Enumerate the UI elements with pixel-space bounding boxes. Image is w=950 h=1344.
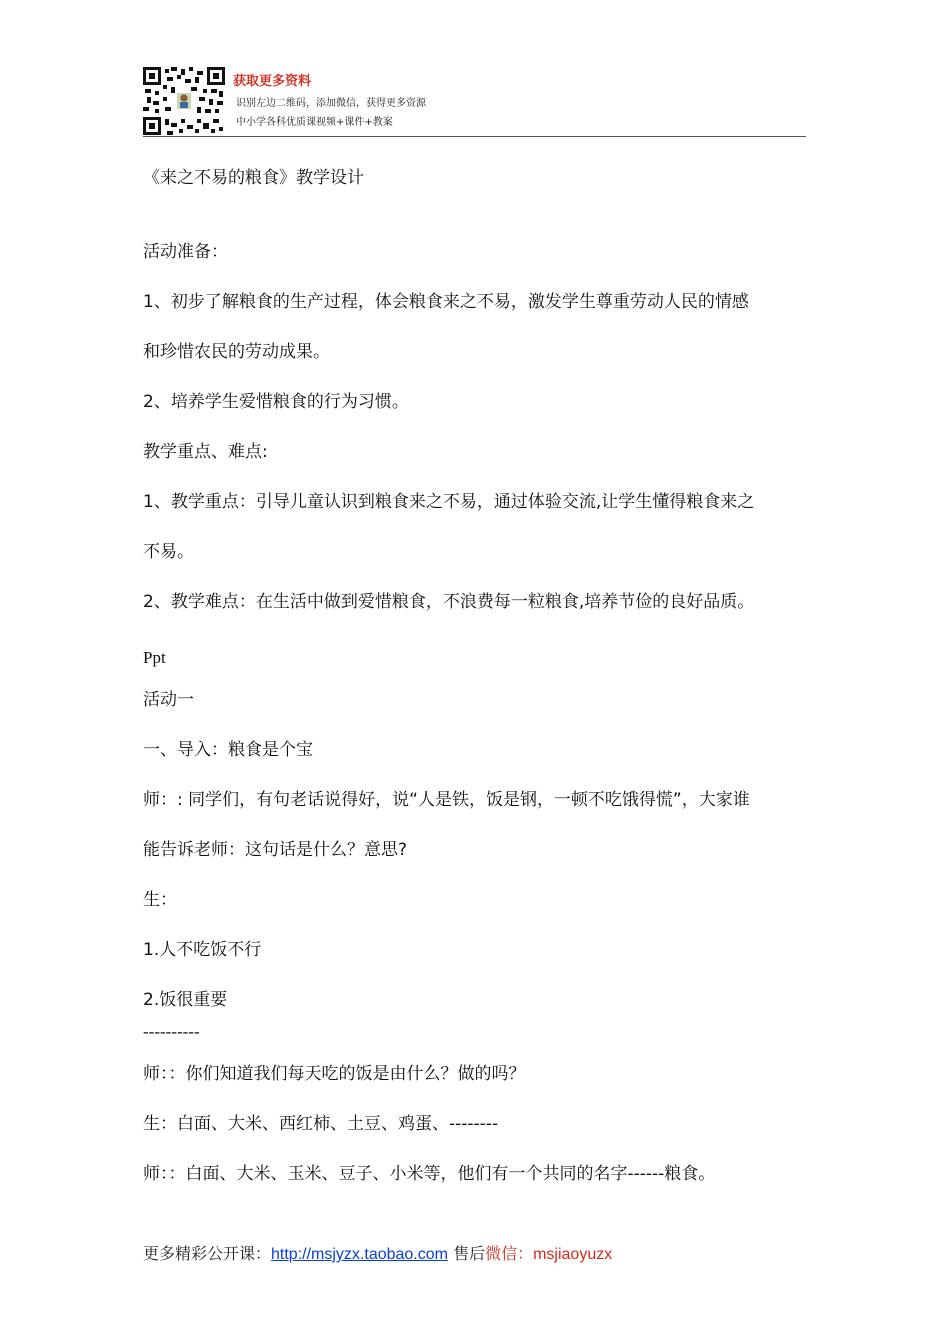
- paragraph: 1、初步了解粮食的生产过程，体会粮食来之不易，激发学生尊重劳动人民的情感: [143, 292, 749, 312]
- footer-prefix: 更多精彩公开课：: [143, 1244, 272, 1263]
- footer: [143, 1241, 612, 1264]
- paragraph: 一、导入：粮食是个宝: [143, 740, 313, 760]
- footer-wechat-label: 微信：: [485, 1244, 534, 1263]
- paragraph: 师：：白面、大米、玉米、豆子、小米等，他们有一个共同的名字------粮食。: [143, 1164, 716, 1184]
- banner-subtitle: 识别左边二维码，添加微信，获得更多资源: [236, 98, 426, 109]
- qr-code-icon: [143, 67, 225, 135]
- footer-wechat-id: msjiaoyuzx: [533, 1246, 613, 1263]
- footer-link[interactable]: http://msjyzx.taobao.com: [271, 1246, 448, 1263]
- paragraph: 师：：你们知道我们每天吃的饭是由什么？做的吗？: [143, 1064, 526, 1084]
- footer-after-sale: 售后: [447, 1244, 486, 1263]
- paragraph: 生：: [143, 890, 177, 910]
- paragraph: Ppt: [143, 648, 166, 667]
- paragraph: 和珍惜农民的劳动成果。: [143, 342, 330, 362]
- section-heading-preparation: 活动准备：: [143, 242, 228, 262]
- banner-title: 获取更多资料: [233, 74, 312, 89]
- paragraph: 1、教学重点：引导儿童认识到粮食来之不易，通过体验交流,让学生懂得粮食来之: [143, 492, 755, 512]
- paragraph: 能告诉老师：这句话是什么？意思?: [143, 840, 408, 860]
- paragraph: 2、培养学生爱惜粮食的行为习惯。: [143, 392, 409, 412]
- paragraph: 2、教学难点：在生活中做到爱惜粮食，不浪费每一粒粮食,培养节俭的良好品质。: [143, 592, 755, 612]
- banner-tagline: 中小学各科优质课视频+课件+教案: [236, 117, 393, 128]
- header-banner: [143, 63, 806, 137]
- dashes: ----------: [143, 1022, 200, 1041]
- section-heading-key-points: 教学重点、难点:: [143, 442, 268, 462]
- paragraph: 师：: 同学们，有句老话说得好，说“人是铁，饭是钢，一顿不吃饿得慌”，大家谁: [143, 790, 750, 810]
- paragraph: 1.人不吃饭不行: [143, 940, 262, 960]
- paragraph: 2.饭很重要: [143, 990, 228, 1010]
- document-title: 《来之不易的粮食》教学设计: [143, 168, 364, 188]
- paragraph: 不易。: [143, 542, 194, 562]
- paragraph: 生：白面、大米、西红柿、土豆、鸡蛋、--------: [143, 1114, 499, 1134]
- section-heading-activity-one: 活动一: [143, 690, 194, 710]
